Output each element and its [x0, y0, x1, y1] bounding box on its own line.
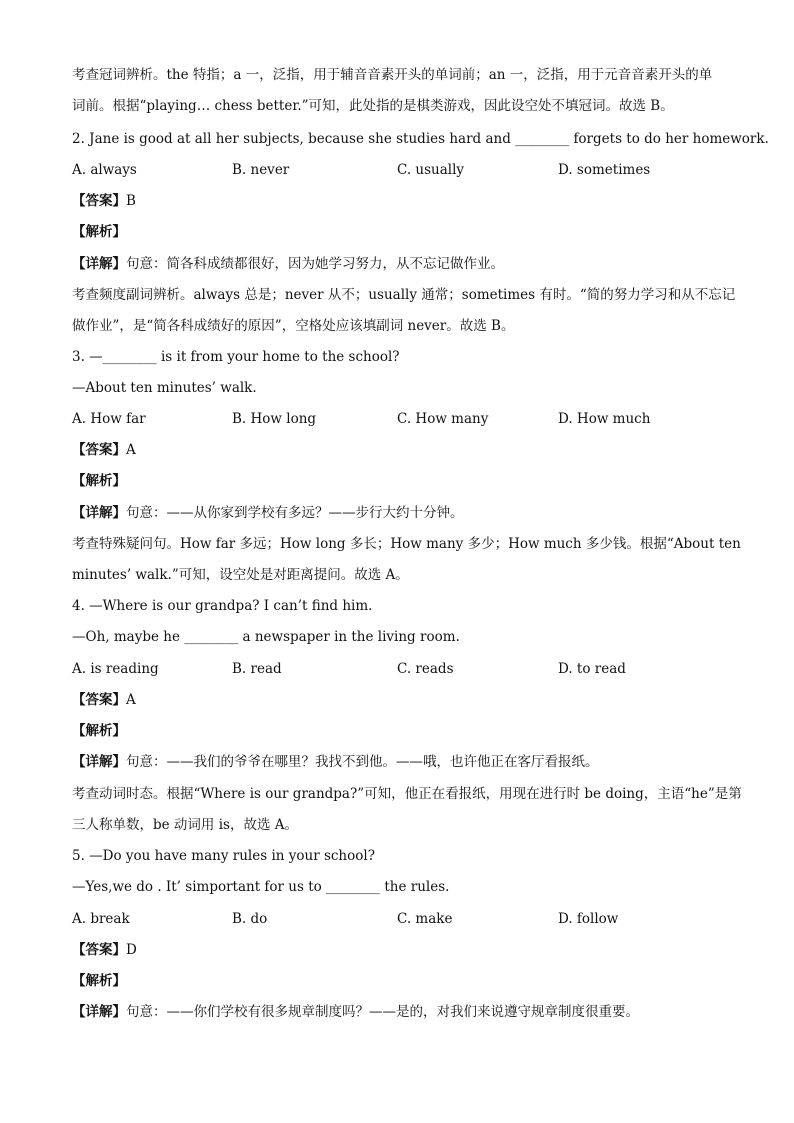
answer-value: D	[126, 942, 137, 958]
answer-label: 【答案】	[72, 193, 126, 209]
detail-label: 【详解】	[72, 505, 126, 521]
detail-text: 句意：——你们学校有很多规章制度吗？——是的，对我们来说遵守规章制度很重要。	[126, 1004, 639, 1020]
analysis-label: 【解析】	[72, 473, 126, 489]
analysis-label: 【解析】	[72, 723, 126, 739]
detail-text: 句意：——从你家到学校有多远？——步行大约十分钟。	[126, 505, 464, 521]
option-c: C. How many	[397, 411, 489, 427]
explanation-line: 考查动词时态。根据“Where is our grandpa?”可知，他正在看报纸，用现在进行时 be doing，主语“he”是第	[72, 786, 742, 802]
detail-label: 【详解】	[72, 256, 126, 272]
question-stem: 2. Jane is good at all her subjects, because she studies hard and ________ forgets to do her homework.	[72, 131, 769, 147]
option-c: C. make	[397, 911, 453, 927]
detail-text: 句意：简各科成绩都很好，因为她学习努力，从不忘记做作业。	[126, 256, 504, 272]
answer-value: A	[126, 692, 136, 708]
answer-line	[72, 441, 136, 459]
option-d: D. to read	[558, 661, 626, 677]
detail-line	[72, 504, 464, 522]
option-a: A. break	[72, 911, 130, 927]
option-d: D. follow	[558, 911, 619, 927]
detail-line	[72, 753, 599, 771]
answer-line	[72, 192, 136, 210]
question-stem: 3. —________ is it from your home to the school?	[72, 349, 400, 365]
question-stem: 5. —Do you have many rules in your school?	[72, 848, 375, 864]
analysis-label: 【解析】	[72, 973, 126, 989]
option-a: A. always	[72, 162, 137, 178]
explanation-line: 三人称单数，be 动词用 is，故选 A。	[72, 817, 298, 833]
explanation-line: minutes’ walk.”可知，设空处是对距离提问。故选 A。	[72, 567, 409, 583]
answer-line	[72, 941, 137, 959]
question-stem: —About ten minutes’ walk.	[72, 380, 257, 396]
detail-line	[72, 255, 504, 273]
explanation-line: 考查频度副词辨析。always 总是；never 从不；usually 通常；sometimes 有时。“简的努力学习和从不忘记	[72, 287, 736, 303]
option-d: D. How much	[558, 411, 651, 427]
option-c: C. reads	[397, 661, 454, 677]
option-b: B. do	[232, 911, 268, 927]
option-b: B. How long	[232, 411, 317, 427]
detail-text: 句意：——我们的爷爷在哪里？我找不到他。——哦，也许他正在客厅看报纸。	[126, 754, 599, 770]
question-stem: —Yes,we do . It’ simportant for us to ________ the rules.	[72, 879, 450, 895]
detail-line	[72, 1003, 639, 1021]
explanation-line: 做作业”，是“简各科成绩好的原因”，空格处应该填副词 never。故选 B。	[72, 318, 515, 334]
detail-label: 【详解】	[72, 754, 126, 770]
question-stem: 4. —Where is our grandpa? I can’t find him.	[72, 598, 373, 614]
option-a: A. How far	[72, 411, 146, 427]
detail-label: 【详解】	[72, 1004, 126, 1020]
answer-label: 【答案】	[72, 442, 126, 458]
answer-label: 【答案】	[72, 942, 126, 958]
answer-value: B	[126, 193, 136, 209]
option-b: B. never	[232, 162, 290, 178]
option-a: A. is reading	[72, 661, 159, 677]
option-d: D. sometimes	[558, 162, 651, 178]
explanation-line: 考查特殊疑问句。How far 多远；How long 多长；How many 多少；How much 多少钱。根据“About ten	[72, 536, 741, 552]
intro-text-line-2: 词前。根据“playing… chess better.”可知，此处指的是棋类游戏，因此设空处不填冠词。故选 B。	[72, 98, 674, 114]
intro-text-line-1: 考查冠词辨析。the 特指；a 一，泛指，用于辅音音素开头的单词前；an 一，泛指，用于元音音素开头的单	[72, 67, 713, 83]
answer-label: 【答案】	[72, 692, 126, 708]
answer-line	[72, 691, 136, 709]
option-c: C. usually	[397, 162, 465, 178]
analysis-label: 【解析】	[72, 224, 126, 240]
question-stem: —Oh, maybe he ________ a newspaper in the living room.	[72, 629, 460, 645]
answer-value: A	[126, 442, 136, 458]
option-b: B. read	[232, 661, 282, 677]
